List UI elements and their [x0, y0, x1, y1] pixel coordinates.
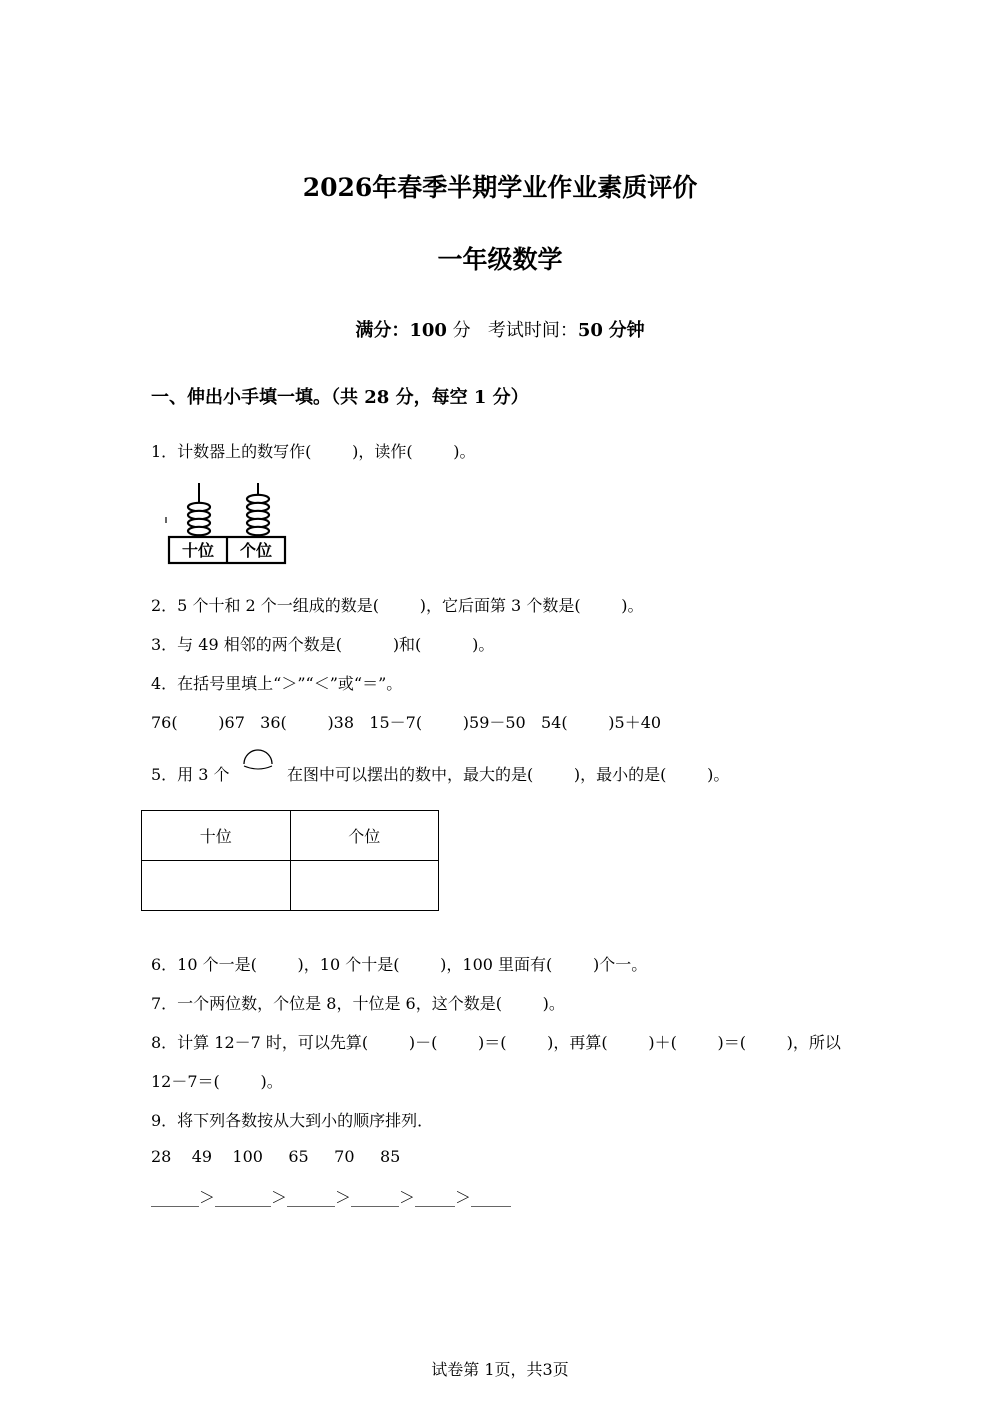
table-cell-tens: [142, 861, 291, 911]
abacus-figure: [160, 480, 292, 568]
question-4-items: 76( )67 36( )38 15－7( )59－50 54( )5＋40: [151, 713, 662, 732]
question-9-numbers: 28 49 100 65 70 85: [151, 1147, 401, 1166]
table-header-tens: 十位: [142, 811, 291, 861]
question-2: 2．5 个十和 2 个一组成的数是( )，它后面第 3 个数是( )。: [151, 596, 644, 615]
exam-subtitle: 一年级数学: [437, 245, 563, 274]
question-6: 6．10 个一是( )，10 个十是( )，100 里面有( )个一。: [151, 955, 648, 974]
question-4: 4．在括号里填上“＞”“＜”或“＝”。: [151, 674, 403, 693]
question-5-prefix: 5．用 3 个: [151, 765, 230, 784]
full-score-label: 满分：: [355, 320, 410, 341]
full-score-value: 100: [409, 320, 447, 341]
tens-beads: [188, 503, 210, 535]
time-label: 考试时间：: [487, 320, 578, 341]
question-8-line1: 8．计算 12－7 时，可以先算( )－( )＝( )，再算( )＋( )＝( )，所以: [151, 1033, 841, 1052]
place-value-table: [141, 810, 439, 911]
exam-title: 2026年春季半期学业作业素质评价: [302, 173, 698, 202]
time-value: 50: [577, 320, 603, 341]
question-3: 3．与 49 相邻的两个数是( )和( )。: [151, 635, 495, 654]
ones-beads: [247, 495, 269, 535]
table-header-ones: 个位: [290, 811, 439, 861]
abacus-ones-label: 个位: [239, 541, 273, 560]
table-cell-ones: [290, 861, 439, 911]
question-9: 9．将下列各数按从大到小的顺序排列．: [151, 1111, 434, 1130]
question-5-suffix: 在图中可以摆出的数中，最大的是( )，最小的是( )。: [287, 765, 730, 784]
score-time-line: [0, 316, 1000, 342]
question-7: 7．一个两位数，个位是 8，十位是 6，这个数是( )。: [151, 994, 565, 1013]
question-9-blanks: ______＞_______＞______＞______＞_____＞_____: [151, 1188, 512, 1207]
question-1: 1．计数器上的数写作( )，读作( )。: [151, 442, 476, 461]
question-8-line2: 12－7＝( )。: [151, 1072, 283, 1091]
abacus-tens-label: 十位: [181, 541, 215, 560]
full-score-unit: 分: [452, 320, 471, 341]
page-footer: 试卷第 1页，共3页: [431, 1360, 569, 1379]
section-heading: 一、伸出小手填一填。（共 28 分，每空 1 分）: [151, 387, 529, 408]
time-unit: 分钟: [608, 320, 645, 341]
bead-icon: [241, 744, 275, 774]
